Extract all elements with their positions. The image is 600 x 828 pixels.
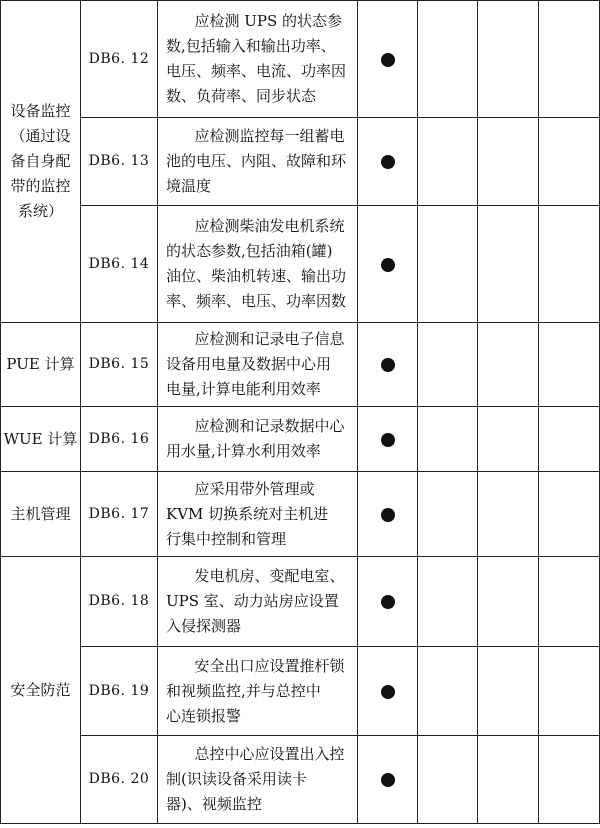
filled-circle-icon	[381, 358, 395, 372]
mark-cell	[358, 557, 418, 647]
category-cell	[1, 407, 81, 472]
category-line: 备自身配	[10, 152, 71, 170]
empty-cell	[539, 736, 600, 824]
filled-circle-icon	[381, 508, 395, 522]
table-row	[1, 1, 600, 118]
empty-cell	[539, 407, 600, 472]
category-cell	[1, 323, 81, 407]
mark-cell	[358, 736, 418, 824]
mark-cell	[358, 407, 418, 472]
table-row	[1, 323, 600, 407]
empty-cell	[478, 1, 539, 118]
empty-cell	[418, 407, 478, 472]
empty-cell	[539, 472, 600, 557]
empty-cell	[478, 557, 539, 647]
table-row	[1, 647, 600, 736]
empty-cell	[539, 206, 600, 323]
empty-cell	[478, 472, 539, 557]
filled-circle-icon	[381, 53, 395, 67]
table-row	[1, 472, 600, 557]
mark-cell	[358, 472, 418, 557]
category-line: 系统）	[17, 202, 63, 220]
empty-cell	[478, 736, 539, 824]
empty-cell	[539, 118, 600, 206]
empty-cell	[418, 1, 478, 118]
category-line: 设备监控	[10, 102, 71, 120]
requirement-text: 安全出口应设置推杆锁 和视频监控,并与总控中 心连锁报警	[158, 647, 358, 736]
category-line: 主机管理	[10, 504, 71, 523]
mark-cell	[358, 647, 418, 736]
filled-circle-icon	[381, 258, 395, 272]
requirement-text: 应检测柴油发电机系统 的状态参数,包括油箱(罐) 油位、柴油机转速、输出功 率、频率、电压、功率因数	[158, 206, 358, 323]
empty-cell	[418, 206, 478, 323]
mark-cell	[358, 323, 418, 407]
table-row	[1, 557, 600, 647]
empty-cell	[478, 647, 539, 736]
table-row	[1, 736, 600, 824]
empty-cell	[418, 472, 478, 557]
empty-cell	[418, 736, 478, 824]
empty-cell	[478, 323, 539, 407]
category-line: 安全防范	[10, 680, 71, 699]
requirement-text: 发电机房、变配电室、 UPS 室、动力站房应设置 入侵探测器	[158, 557, 358, 647]
requirement-text: 应采用带外管理或 KVM 切换系统对主机进 行集中控制和管理	[158, 472, 358, 557]
category-line: WUE 计算	[3, 429, 78, 448]
mark-cell	[358, 1, 418, 118]
empty-cell	[418, 557, 478, 647]
empty-cell	[418, 118, 478, 206]
requirement-text: 应检测和记录数据中心 用水量,计算水利用效率	[158, 407, 358, 472]
empty-cell	[539, 323, 600, 407]
clause-code: DB6. 12	[81, 1, 158, 118]
mark-cell	[358, 206, 418, 323]
table-body	[1, 1, 600, 824]
clause-code: DB6. 19	[81, 647, 158, 736]
clause-code: DB6. 17	[81, 472, 158, 557]
filled-circle-icon	[381, 595, 395, 609]
filled-circle-icon	[381, 433, 395, 447]
mark-cell	[358, 118, 418, 206]
empty-cell	[539, 647, 600, 736]
table-row	[1, 407, 600, 472]
clause-code: DB6. 13	[81, 118, 158, 206]
table-row	[1, 118, 600, 206]
clause-code: DB6. 20	[81, 736, 158, 824]
empty-cell	[539, 557, 600, 647]
clause-code: DB6. 14	[81, 206, 158, 323]
category-cell	[1, 472, 81, 557]
requirement-text: 应检测监控每一组蓄电 池的电压、内阻、故障和环 境温度	[158, 118, 358, 206]
category-cell	[1, 1, 81, 323]
clause-code: DB6. 15	[81, 323, 158, 407]
clause-code: DB6. 16	[81, 407, 158, 472]
table-row	[1, 206, 600, 323]
requirement-text: 应检测 UPS 的状态参 数,包括输入和输出功率、 电压、频率、电流、功率因 数、负荷率、同步状态	[158, 1, 358, 118]
clause-code: DB6. 18	[81, 557, 158, 647]
requirement-text: 应检测和记录电子信息 设备用电量及数据中心用 电量,计算电能利用效率	[158, 323, 358, 407]
requirement-text: 总控中心应设置出入控 制(识读设备采用读卡 器)、视频监控	[158, 736, 358, 824]
empty-cell	[418, 647, 478, 736]
category-line: （通过设	[10, 127, 71, 145]
category-line: PUE 计算	[6, 355, 75, 373]
filled-circle-icon	[381, 685, 395, 699]
category-line: 带的监控	[10, 177, 71, 195]
empty-cell	[539, 1, 600, 118]
filled-circle-icon	[381, 155, 395, 169]
category-cell	[1, 557, 81, 824]
filled-circle-icon	[381, 773, 395, 787]
empty-cell	[478, 407, 539, 472]
empty-cell	[418, 323, 478, 407]
empty-cell	[478, 206, 539, 323]
empty-cell	[478, 118, 539, 206]
